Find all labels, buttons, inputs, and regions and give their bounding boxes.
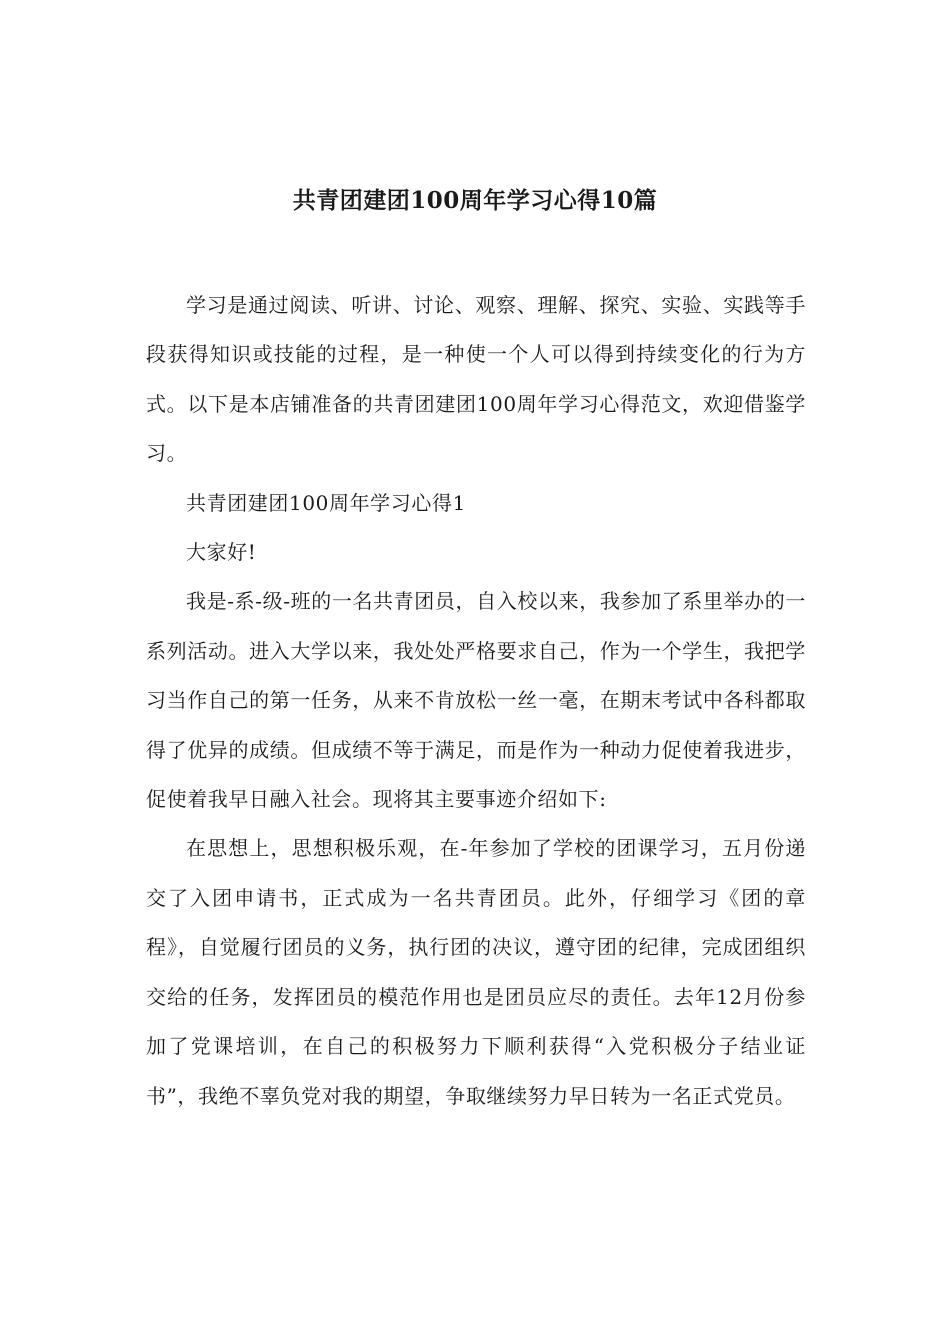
intro-paragraph: 学习是通过阅读、听讲、讨论、观察、理解、探究、实验、实践等手段获得知识或技能的过程，是一种使一个人可以得到持续变化的行为方式。以下是本店铺准备的共青团建团100周年学习心得范文，欢迎借鉴学习。 (146, 293, 806, 466)
section-heading: 共青团建团100周年学习心得1 (186, 490, 466, 515)
body-paragraph: 在思想上，思想积极乐观，在-年参加了学校的团课学习，五月份递交了入团申请书，正式成为一名共青团员。此外，仔细学习《团的章程》，自觉履行团员的义务，执行团的决议，遵守团的纪律，完成团组织交给的任务，发挥团员的模范作用也是团员应尽的责任。去年12月份参加了党课培训，在自己的积极努力下顺利获得“入党积极分子结业证书”，我绝不辜负党对我的期望，争取继续努力早日转为一名正式党员。 (146, 836, 806, 1108)
greeting-paragraph: 大家好! (186, 540, 257, 565)
document-title: 共青团建团100周年学习心得10篇 (292, 187, 658, 214)
document-body (146, 281, 806, 1121)
body-paragraph: 我是-系-级-班的一名共青团员，自入校以来，我参加了系里举办的一系列活动。进入大学以来，我处处严格要求自己，作为一个学生，我把学习当作自己的第一任务，从来不肯放松一丝一毫，在期末考试中各科都取得了优异的成绩。但成绩不等于满足，而是作为一种动力促使着我进步，促使着我早日融入社会。现将其主要事迹介绍如下: (146, 589, 806, 812)
